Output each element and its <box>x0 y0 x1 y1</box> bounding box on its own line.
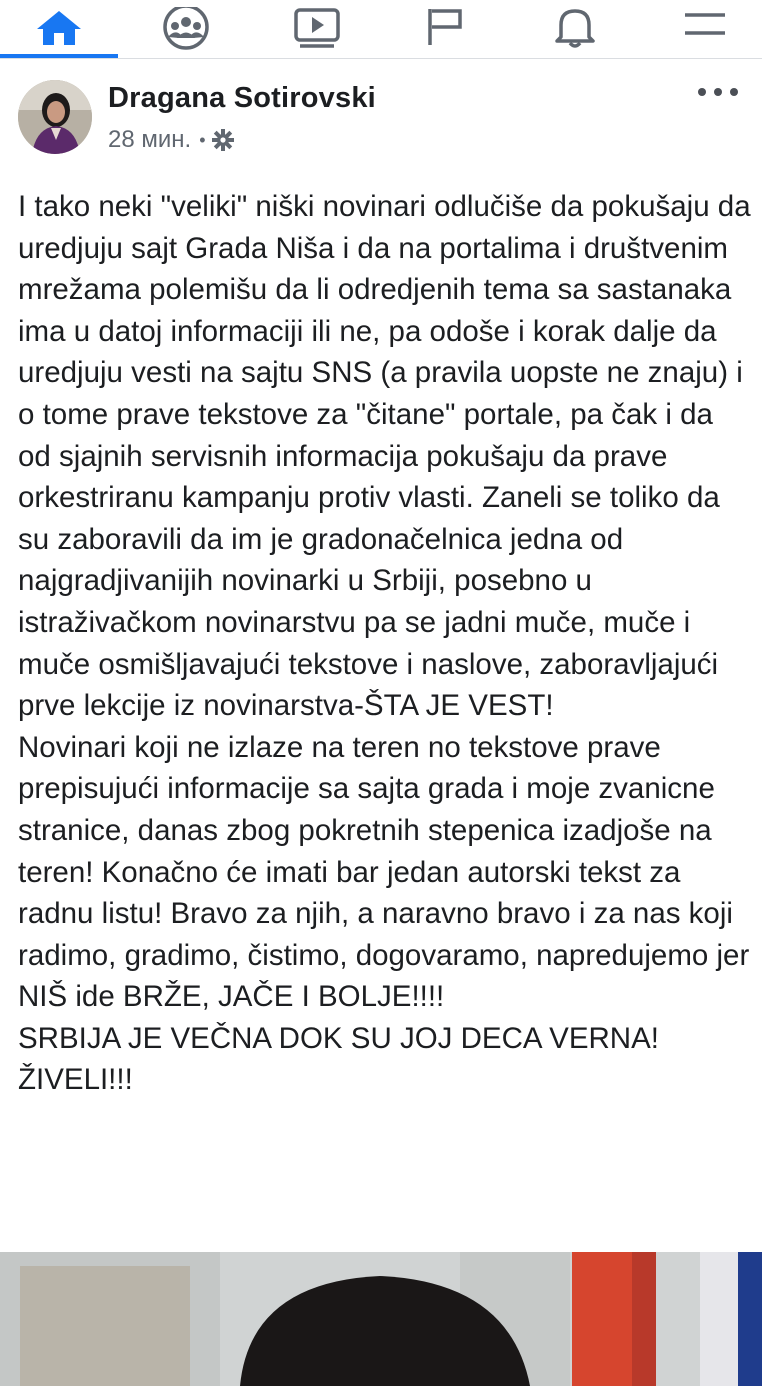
post-timestamp[interactable]: 28 мин. <box>108 126 192 153</box>
notifications-bell-icon <box>549 7 601 51</box>
author-name[interactable]: Dragana Sotirovski <box>108 82 376 114</box>
gear-settings-icon <box>212 129 234 151</box>
nav-groups-tab[interactable] <box>127 0 245 58</box>
post-photo-image <box>0 1252 762 1386</box>
post-photo[interactable] <box>0 1252 762 1386</box>
more-options-icon[interactable] <box>698 82 738 102</box>
author-photo <box>18 80 92 154</box>
nav-menu-tab[interactable] <box>646 0 762 58</box>
nav-notifications-tab[interactable] <box>516 0 634 58</box>
nav-watch-tab[interactable] <box>258 0 376 58</box>
watch-video-icon <box>291 7 343 51</box>
author-avatar[interactable] <box>18 80 92 154</box>
meta-separator: • <box>199 129 206 150</box>
top-navigation-bar <box>0 0 762 59</box>
post-body-text: I tako neki "veliki" niški novinari odlučiše da pokušaju da uredjuju sajt Grada Niša i da na portalima i društvenim mrežama polemišu da li odredjenih tema sa sastanaka ima u datoj informaciji ili ne, pa odoše i korak dalje da uredjuju vesti na sajtu SNS (a pravila uopste ne znaju) i o tome prave tekstove za "čitane" portale, pa čak i da od sjajnih servisnih informacija pokušaju da prave orkestriranu kampanju protiv vlasti. Zaneli se toliko da su zaboravili da im je gradonačelnica jedna od najgradjivanijih novinarki u Srbiji, posebno u istraživačkom novinarstvu pa se jadni muče, muče i muče osmišljavajući tekstove i naslove, zaboravljajući prve lekcije iz novinarstva-ŠTA JE VEST! Novinari koji ne izlaze na teren no tekstove prave prepisujući informacije sa sajta grada i moje zvanicne stranice, danas zbog pokretnih stepenica izadjoše na teren! Konačno će imati bar jedan autorski tekst za radnu listu! Bravo za njih, a naravno bravo i za nas koji radimo, gradimo, čistimo, dogovaramo, napredujemo jer NIŠ ide BRŽE, JAČE I BOLJE!!!! SRBIJA JE VEČNA DOK SU JOJ DECA VERNA! ŽIVELI!!! <box>18 190 751 1097</box>
groups-icon <box>160 7 212 51</box>
menu-hamburger-icon <box>679 7 731 51</box>
nav-home-tab[interactable] <box>0 0 118 58</box>
post-header <box>0 58 762 178</box>
post-meta <box>108 126 234 154</box>
home-icon <box>31 9 87 49</box>
pages-flag-icon <box>420 7 472 51</box>
nav-pages-tab[interactable] <box>387 0 505 58</box>
